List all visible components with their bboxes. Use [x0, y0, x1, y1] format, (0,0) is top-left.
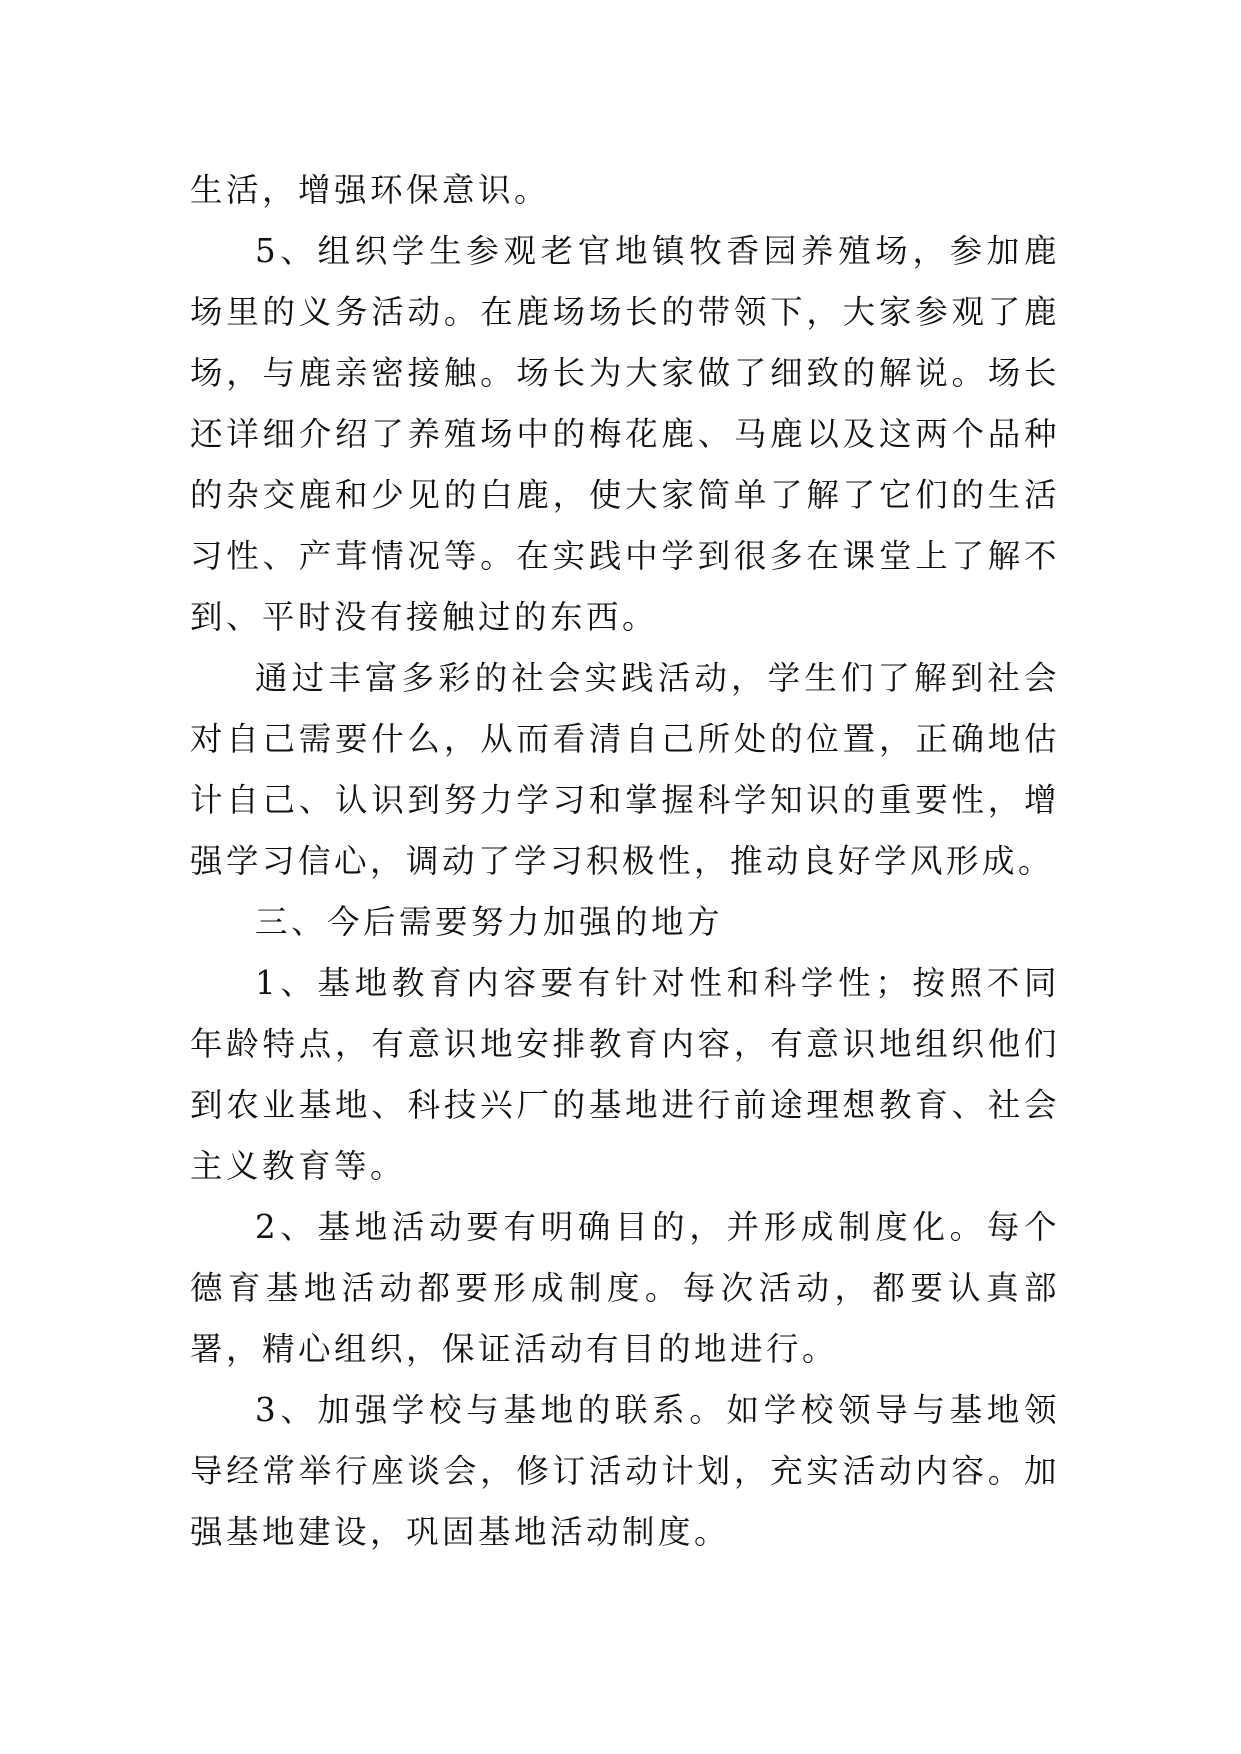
paragraph-continuation: 生活，增强环保意识。 — [190, 171, 551, 209]
paragraph-item-5: 5、组织学生参观老官地镇牧香园养殖场，参加鹿场里的义务活动。在鹿场场长的带领下，大家参观了鹿场，与鹿亲密接触。场长为大家做了细致的解说。场长还详细介绍了养殖场中的梅花鹿、马鹿以及这两个品种的杂交鹿和少见的白鹿，使大家简单了解了它们的生活习性、产茸情况等。在实践中学到很多在课堂上了解不到、平时没有接触过的东西。 — [190, 232, 1060, 636]
paragraph-item-2: 2、基地活动要有明确目的，并形成制度化。每个德育基地活动都要形成制度。每次活动，都要认真部署，精心组织，保证活动有目的地进行。 — [190, 1208, 1060, 1368]
document-body — [190, 160, 1060, 1563]
paragraph-item-1: 1、基地教育内容要有针对性和科学性；按照不同年龄特点，有意识地安排教育内容，有意识地组织他们到农业基地、科技兴厂的基地进行前途理想教育、社会主义教育等。 — [190, 964, 1060, 1185]
paragraph-item-3: 3、加强学校与基地的联系。如学校领导与基地领导经常举行座谈会，修订活动计划，充实活动内容。加强基地建设，巩固基地活动制度。 — [190, 1391, 1060, 1551]
paragraph-summary: 通过丰富多彩的社会实践活动，学生们了解到社会对自己需要什么，从而看清自己所处的位置，正确地估计自己、认识到努力学习和掌握科学知识的重要性，增强学习信心，调动了学习积极性，推动良好学风形成。 — [190, 659, 1060, 880]
section-heading: 三、今后需要努力加强的地方 — [255, 903, 724, 941]
